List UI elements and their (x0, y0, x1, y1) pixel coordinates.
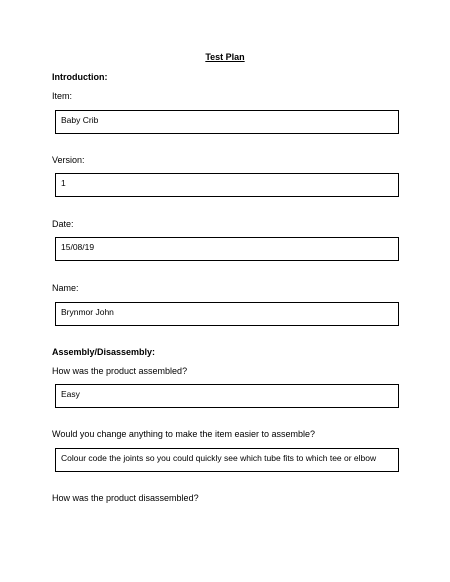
name-label: Name: (52, 283, 79, 293)
improvement-question-label: Would you change anything to make the item easier to assemble? (52, 429, 315, 439)
name-field[interactable] (55, 302, 399, 326)
name-value: Brynmor John (61, 307, 114, 317)
assembly-question-label: How was the product assembled? (52, 366, 188, 376)
version-field[interactable] (55, 173, 399, 197)
item-value: Baby Crib (61, 115, 99, 125)
assembly-answer-value: Easy (61, 389, 80, 399)
version-label: Version: (52, 155, 85, 165)
page-title: Test Plan (205, 52, 245, 62)
improvement-answer-field[interactable] (55, 448, 399, 472)
item-field[interactable] (55, 110, 399, 134)
introduction-heading: Introduction: (52, 72, 108, 82)
item-label: Item: (52, 91, 73, 101)
disassembly-question-label: How was the product disassembled? (52, 493, 199, 503)
date-value: 15/08/19 (61, 242, 95, 252)
date-field[interactable] (55, 237, 399, 261)
version-value: 1 (61, 178, 66, 188)
date-label: Date: (52, 219, 74, 229)
improvement-answer-value: Colour code the joints so you could quickly see which tube fits to which tee or elbow (61, 453, 377, 463)
assembly-answer-field[interactable] (55, 384, 399, 408)
assembly-heading: Assembly/Disassembly: (52, 347, 156, 357)
